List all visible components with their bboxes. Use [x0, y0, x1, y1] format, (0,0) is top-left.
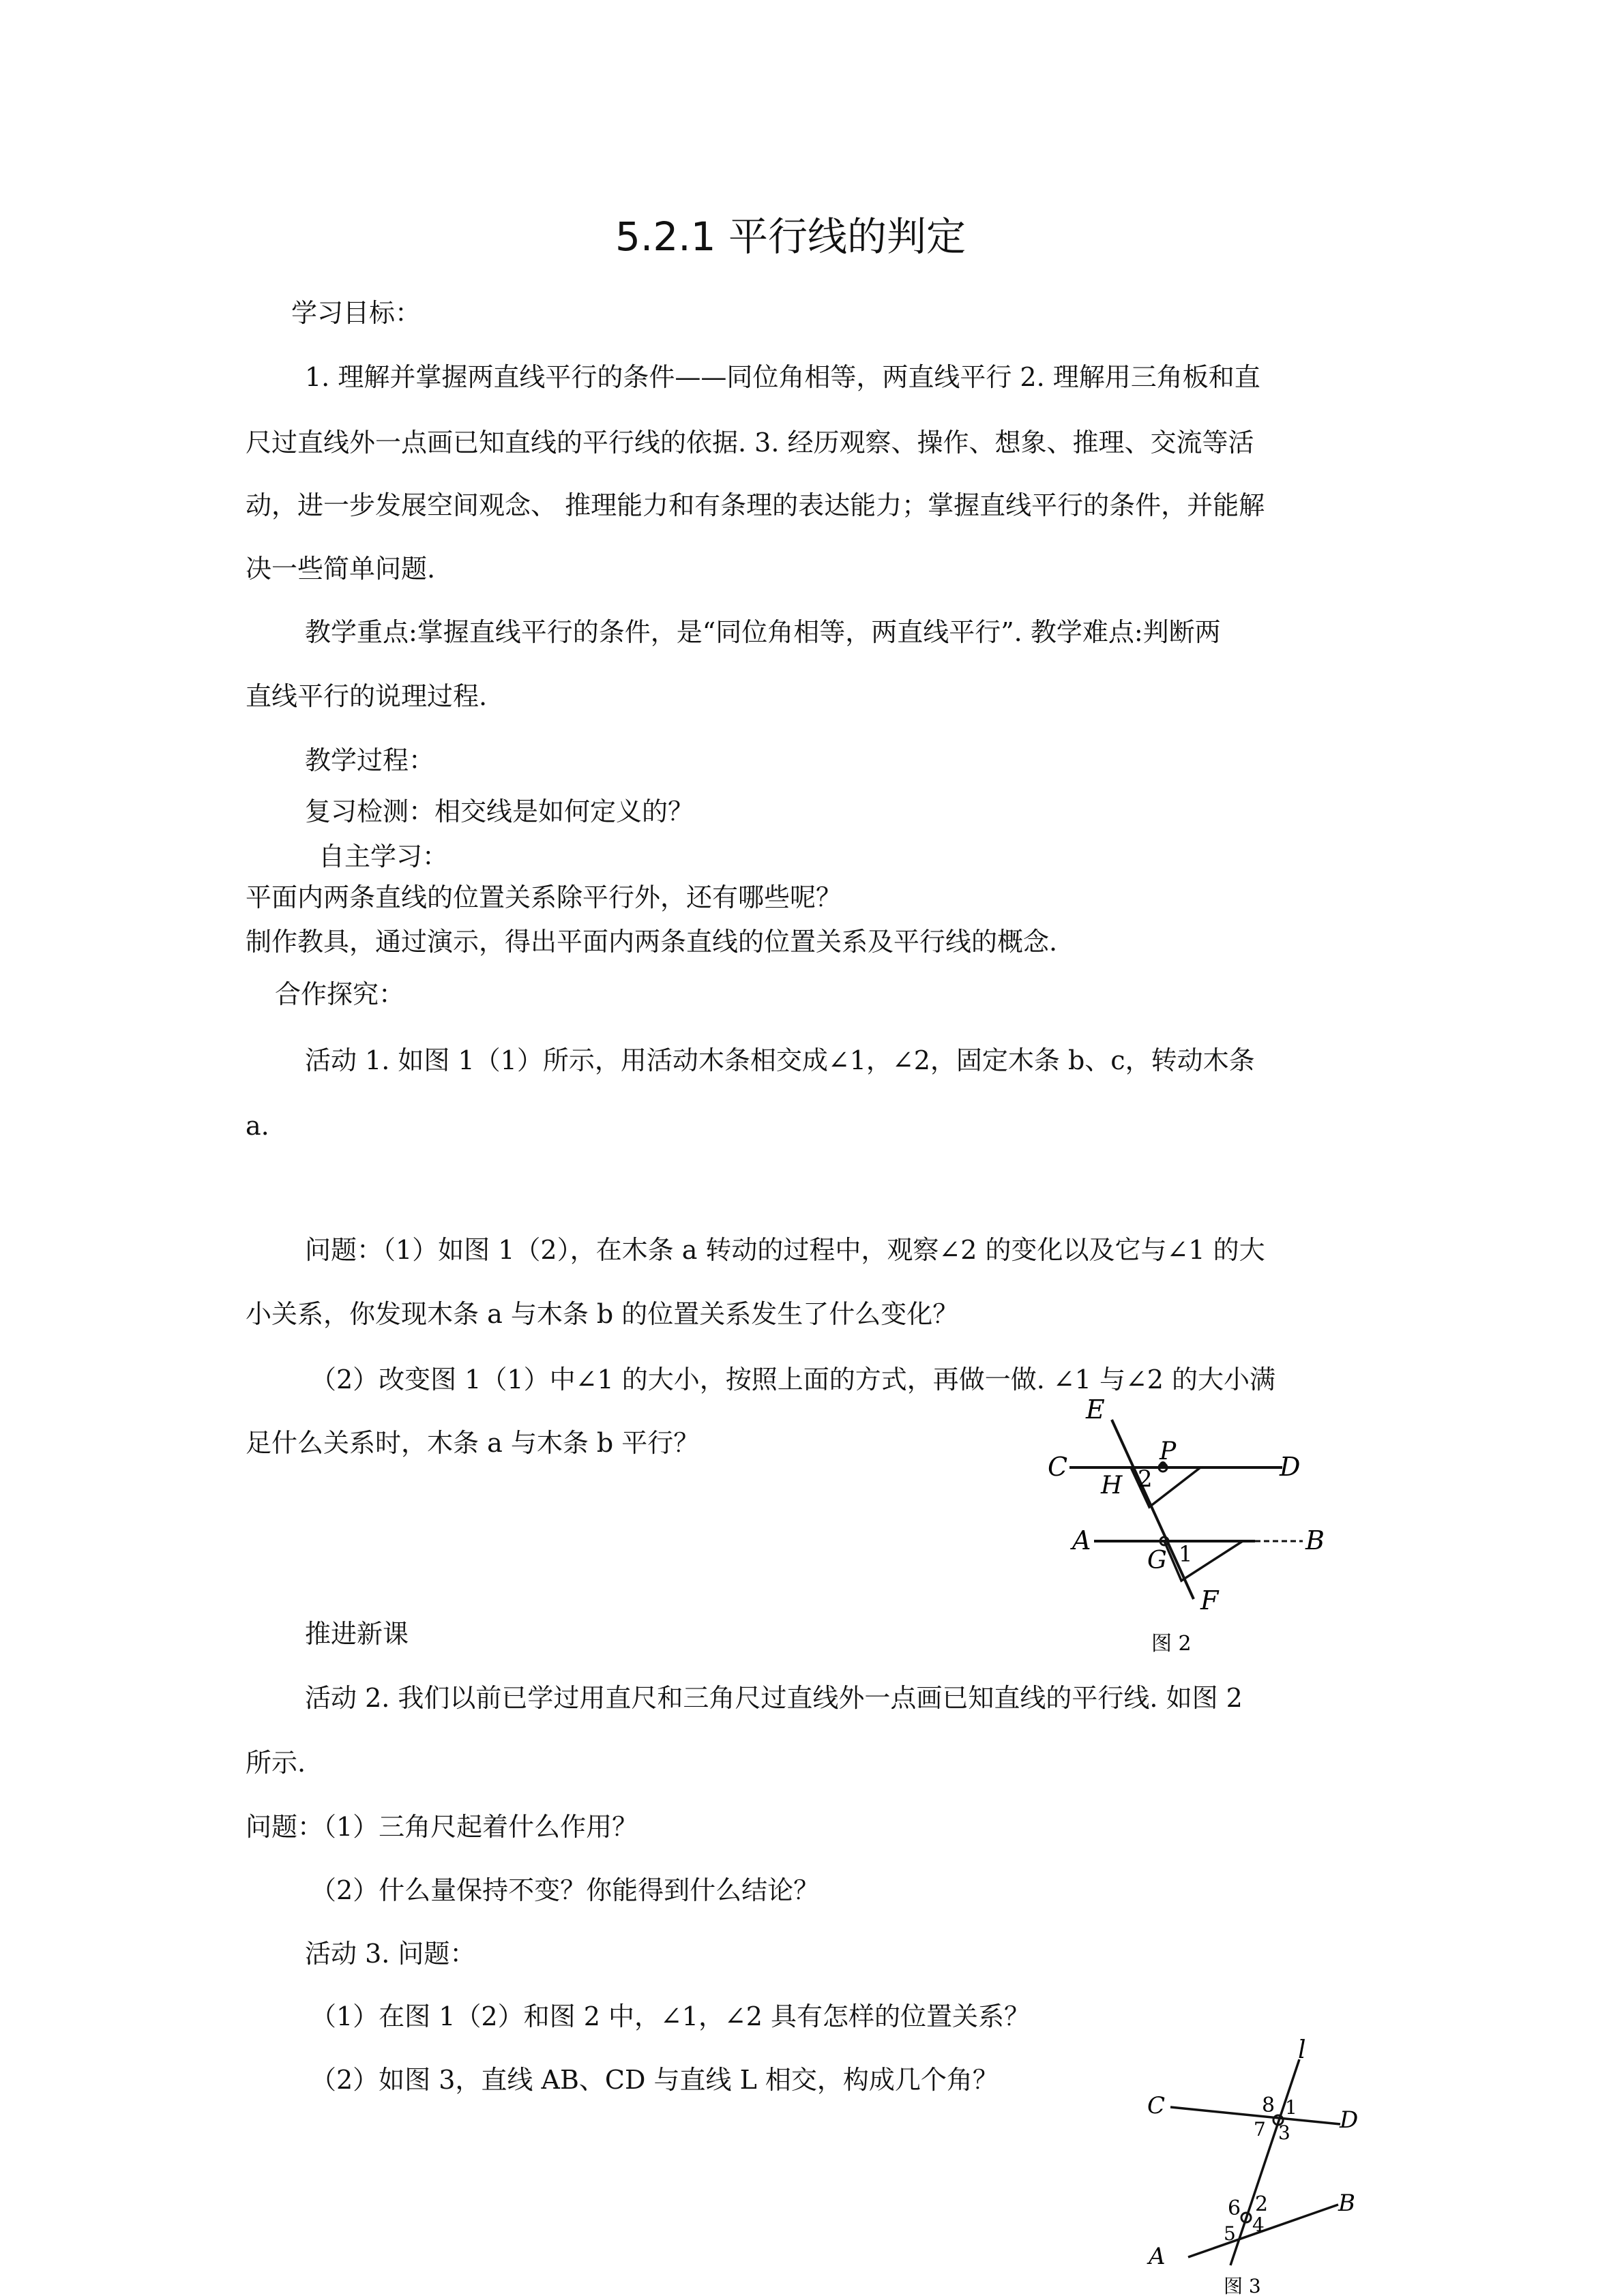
- label-angle-5: 5: [1224, 2222, 1236, 2245]
- label-e: E: [1086, 1395, 1105, 1425]
- label-angle-1: 1: [1179, 1541, 1193, 1567]
- label-g: G: [1147, 1547, 1167, 1575]
- text-line: 小关系，你发现木条 a 与木条 b 的位置关系发生了什么变化？: [246, 1299, 959, 1329]
- page-title: 5.2.1 平行线的判定: [615, 213, 966, 260]
- text-line: 自主学习：: [319, 841, 449, 871]
- label-angle-7: 7: [1254, 2118, 1266, 2141]
- text-line: 制作教具，通过演示，得出平面内两条直线的位置关系及平行线的概念.: [246, 927, 1058, 957]
- text-line: 活动 1. 如图 1（1）所示，用活动木条相交成∠1，∠2，固定木条 b、c，转动木条: [305, 1045, 1255, 1075]
- text-line: 问题：（1）三角尺起着什么作用？: [246, 1812, 638, 1842]
- text-line: 活动 2. 我们以前已学过用直尺和三角尺过直线外一点画已知直线的平行线. 如图 2: [305, 1683, 1243, 1713]
- text-line: （2）改变图 1（1）中∠1 的大小，按照上面的方式，再做一做. ∠1 与∠2 的大小满: [310, 1365, 1276, 1395]
- text-line: 学习目标：: [291, 298, 422, 328]
- text-line: 教学过程：: [305, 745, 435, 775]
- figure-2-caption: 图 2: [1151, 1632, 1192, 1656]
- label-b: B: [1305, 1525, 1325, 1555]
- label-d: D: [1340, 2106, 1359, 2134]
- text-line: 教学重点:掌握直线平行的条件，是“同位角相等，两直线平行”. 教学难点:判断两: [305, 617, 1221, 647]
- text-line: 决一些简单问题.: [246, 554, 436, 584]
- figure-2: [1023, 1391, 1344, 1664]
- text-line: 足什么关系时，木条 a 与木条 b 平行？: [246, 1428, 700, 1458]
- label-l: l: [1298, 2036, 1306, 2064]
- text-line: 问题：（1）如图 1（2），在木条 a 转动的过程中，观察∠2 的变化以及它与∠1 的大: [305, 1235, 1265, 1265]
- label-c: C: [1048, 1452, 1068, 1482]
- label-angle-8: 8: [1262, 2093, 1275, 2117]
- label-d: D: [1280, 1452, 1301, 1482]
- text-line: 推进新课: [305, 1619, 409, 1649]
- line-l: [1230, 2059, 1299, 2265]
- text-line: （2）如图 3，直线 AB、CD 与直线 L 相交，构成几个角？: [310, 2065, 999, 2095]
- text-line: 所示.: [246, 1748, 306, 1778]
- label-angle-4: 4: [1252, 2213, 1265, 2236]
- label-a: A: [1149, 2243, 1166, 2270]
- text-line: 合作探究：: [275, 979, 405, 1009]
- text-line: 活动 3. 问题：: [305, 1939, 476, 1969]
- label-angle-1: 1: [1285, 2096, 1297, 2119]
- figure-3-caption: 图 3: [1224, 2275, 1261, 2296]
- label-f: F: [1200, 1585, 1219, 1615]
- label-c: C: [1147, 2092, 1166, 2119]
- text-line: （1）在图 1（2）和图 2 中，∠1，∠2 具有怎样的位置关系？: [310, 2001, 1031, 2031]
- label-b: B: [1338, 2190, 1355, 2217]
- label-angle-2: 2: [1255, 2192, 1269, 2216]
- text-line: 尺过直线外一点画已知直线的平行线的依据. 3. 经历观察、操作、想象、推理、交流等活: [246, 428, 1254, 458]
- text-line: 复习检测：相交线是如何定义的？: [305, 796, 694, 826]
- text-line: 1. 理解并掌握两直线平行的条件——同位角相等，两直线平行 2. 理解用三角板和直: [305, 362, 1260, 392]
- text-line: 动，进一步发展空间观念、 推理能力和有条理的表达能力；掌握直线平行的条件，并能解: [246, 490, 1265, 520]
- text-line: （2）什么量保持不变？你能得到什么结论？: [310, 1875, 820, 1905]
- label-angle-6: 6: [1228, 2196, 1241, 2220]
- figure-3: [1132, 2032, 1405, 2296]
- label-a: A: [1072, 1525, 1091, 1555]
- text-line: 平面内两条直线的位置关系除平行外，还有哪些呢？: [246, 882, 842, 912]
- label-angle-3: 3: [1278, 2121, 1290, 2144]
- text-line: a.: [246, 1111, 269, 1141]
- label-h: H: [1101, 1472, 1123, 1500]
- text-line: 直线平行的说理过程.: [246, 681, 488, 711]
- label-angle-2: 2: [1138, 1465, 1153, 1493]
- label-p: P: [1160, 1437, 1177, 1465]
